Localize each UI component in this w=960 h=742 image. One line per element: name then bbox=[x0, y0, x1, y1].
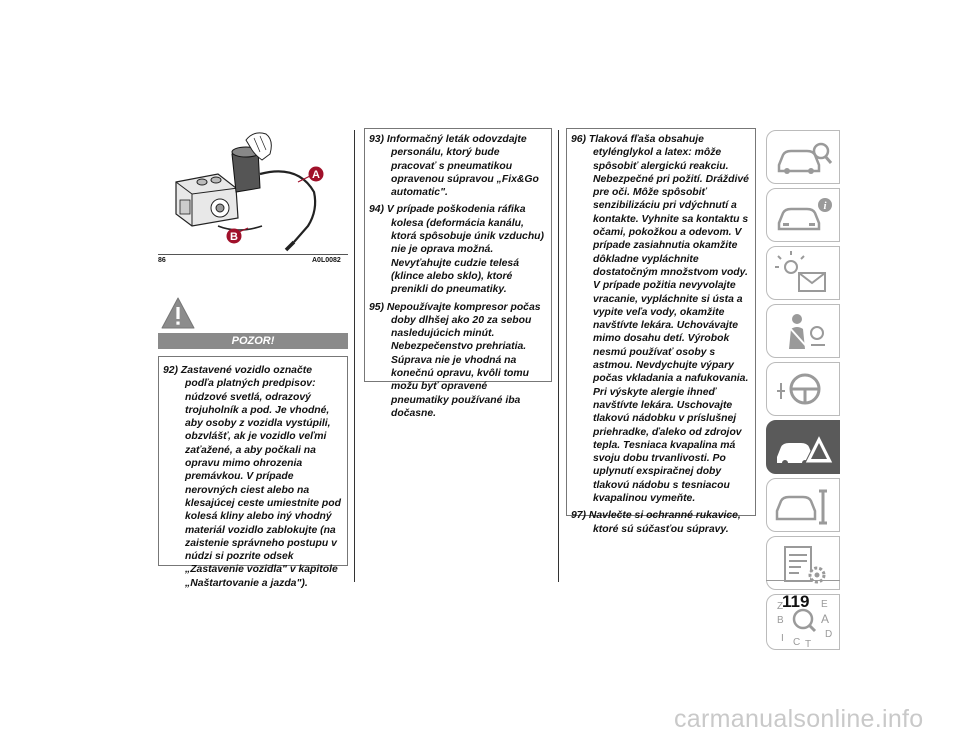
figure-86 bbox=[158, 130, 348, 254]
warning-list bbox=[163, 364, 343, 590]
index-letter-b: B bbox=[777, 615, 784, 626]
note-93: 93) Informačný leták odovzdajte personálu, ktorý bude pracovať s pneumatikou opravenou súpravou „Fix&Go automatic". bbox=[369, 134, 539, 199]
svg-text:i: i bbox=[823, 200, 827, 212]
tab-dashboard[interactable] bbox=[766, 130, 840, 184]
figure-number: 86 bbox=[158, 257, 166, 264]
note-95: 95) Nepoužívajte kompresor počas doby dlhšej ako 20 za sebou nasledujúcich minút. Nebezpečenstvo prehriatia. Súprava nie je vhodná na konečnú opravu, kvôli tomu možu byť opravené pneumatiky používané iba dočasne. bbox=[369, 301, 541, 419]
index-letter-t: T bbox=[805, 639, 812, 650]
car-wrench-icon bbox=[767, 479, 841, 533]
index-letter-a: A bbox=[821, 612, 830, 626]
tab-warning-lights[interactable] bbox=[766, 246, 840, 300]
note-94: 94) V prípade poškodenia ráfika kolesa (deformácia kanálu, ktorá spôsobuje únik vzduchu) nie je oprava možná. Nevyťahujte cudzie telesá (klince alebo sklo), ktoré prenikli do pneumatiky. bbox=[369, 204, 544, 296]
car-magnifier-icon bbox=[767, 131, 841, 185]
column-divider-left bbox=[354, 130, 355, 582]
index-letter-i: I bbox=[781, 633, 784, 644]
index-letter-d: D bbox=[825, 629, 833, 640]
car-warning-triangle-icon bbox=[767, 421, 841, 475]
tab-maintenance[interactable] bbox=[766, 478, 840, 532]
notes-list-right bbox=[571, 133, 751, 536]
warning-box bbox=[158, 356, 348, 589]
warning-title: POZOR! bbox=[231, 335, 275, 347]
seatbelt-person-icon bbox=[767, 305, 841, 359]
tab-technical-data[interactable] bbox=[766, 536, 840, 590]
figure-code: A0L0082 bbox=[312, 257, 341, 264]
column-divider-right bbox=[558, 130, 559, 582]
lights-messages-icon bbox=[767, 247, 841, 301]
warning-triangle-icon bbox=[160, 296, 196, 330]
figure-caption-rule bbox=[158, 254, 348, 255]
tab-safety-info[interactable] bbox=[766, 188, 840, 242]
steering-wheel-icon bbox=[767, 363, 841, 417]
document-gear-icon bbox=[767, 537, 841, 591]
notes-list-middle bbox=[369, 133, 547, 420]
index-letter-c: C bbox=[793, 637, 801, 648]
watermark: carmanualsonline.info bbox=[674, 705, 924, 733]
tab-emergency[interactable] bbox=[766, 420, 840, 474]
tab-safety[interactable] bbox=[766, 304, 840, 358]
callout-a-label: A bbox=[312, 169, 320, 181]
callout-b-label: B bbox=[230, 231, 238, 243]
index-letter-z: Z bbox=[777, 601, 784, 612]
car-info-icon bbox=[767, 189, 841, 243]
tab-starting-driving[interactable] bbox=[766, 362, 840, 416]
note-96: 96) Tlaková fľaša obsahuje etylénglykol a latex: môže spôsobiť alergickú reakciu. Nebezpečné pri požití. Dráždivé pre oči. Môže spôsobiť senzibilizáciu pri vdýchnutí a kontakte. Vyhnite sa kontaktu s očami, pokožkou a odevom. V prípade zasiahnutia okamžite dôkladne vypláchnite dostatočným množstvom vody. V prípade požitia nevyvolajte vracanie, vypláchnite si ústa a vypite veľa vody, okamžite navštívte lekára. Uchovávajte mimo dosahu detí. Výrobok nesmú používať osoby s astmou. Nevdychujte výpary počas vkladania a nafukovania. Pri výskyte alergie ihneď navštívte lekára. Uschovajte tlakovú nádobku v príslušnej priehradke, ďaleko od zdrojov tepla. Tesniaca kvapalina má svoju dobu trvanlivosti. Po uplynutí exspiračnej doby tlakovú nádobu s tesniacou kvapalinou vymeňte. bbox=[571, 134, 749, 505]
warning-title-bar bbox=[158, 333, 348, 349]
index-letter-e: E bbox=[821, 599, 828, 610]
tab-bottom-rule bbox=[766, 580, 840, 581]
notes-box-right bbox=[566, 128, 756, 535]
note-97: 97) Navlečte si ochranné rukavice, ktoré sú súčasťou súpravy. bbox=[571, 510, 741, 535]
page-number: 119 bbox=[782, 592, 810, 611]
note-92: 92) Zastavené vozidlo označte podľa platných predpisov: núdzové svetlá, odrazový trojuholník a pod. Je vhodné, aby osoby z vozidla vystúpili, obzvlášť, ak je vozidlo veľmi zaťažené, a aby počkali na opravu mimo ohrozenia premávkou. V prípade nerovných ciest alebo na klesajúcej ceste umiestnite pod kolesá kliny alebo iný vhodný materiál vozidlo zablokujte (na zaistenie správneho postupu v núdzi si pozrite odsek „Zastavenie vozidla" v kapitole „Naštartovanie a jazda"). bbox=[163, 365, 341, 589]
tire-repair-kit-illustration bbox=[158, 130, 348, 254]
notes-box-middle bbox=[364, 128, 552, 419]
